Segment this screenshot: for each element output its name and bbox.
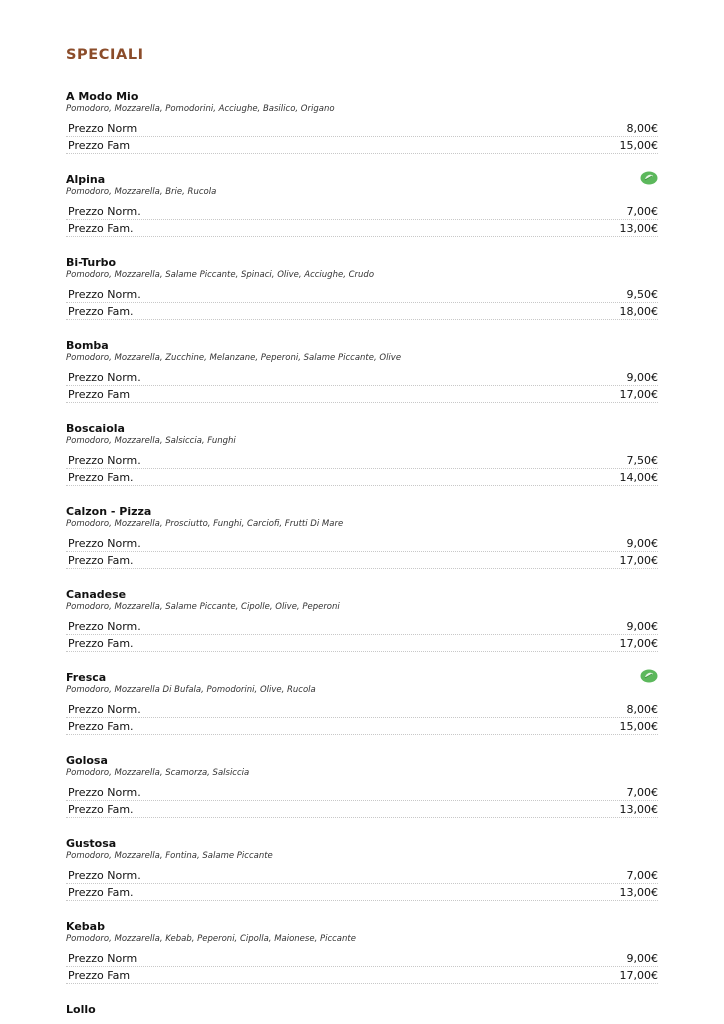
price-value: 7,00€ — [626, 869, 658, 882]
menu-item — [66, 339, 658, 403]
menu-item — [66, 920, 658, 984]
price-row — [66, 967, 658, 984]
price-row — [66, 286, 658, 303]
price-value: 17,00€ — [619, 554, 658, 567]
item-name: Canadese — [66, 588, 127, 601]
item-ingredients: Pomodoro, Mozzarella, Kebab, Peperoni, Cipolla, Maionese, Piccante — [66, 934, 356, 944]
price-label: Prezzo Norm. — [68, 786, 141, 799]
price-row — [66, 867, 658, 884]
item-name: Golosa — [66, 754, 108, 767]
vegetarian-leaf-icon — [640, 171, 658, 185]
price-label: Prezzo Fam. — [68, 305, 134, 318]
price-value: 9,50€ — [626, 288, 658, 301]
price-value: 8,00€ — [626, 703, 658, 716]
price-row — [66, 784, 658, 801]
price-label: Prezzo Norm. — [68, 537, 141, 550]
price-row — [66, 718, 658, 735]
item-name: Lollo — [66, 1003, 96, 1016]
price-label: Prezzo Fam — [68, 139, 131, 152]
item-ingredients: Pomodoro, Mozzarella, Salsiccia, Funghi — [66, 436, 236, 446]
price-row — [66, 469, 658, 486]
item-name: Gustosa — [66, 837, 117, 850]
price-value: 9,00€ — [626, 371, 658, 384]
item-ingredients: Pomodoro, Mozzarella, Pomodorini, Acciughe, Basilico, Origano — [66, 104, 335, 114]
price-value: 7,00€ — [626, 205, 658, 218]
menu-item — [66, 837, 658, 901]
price-value: 15,00€ — [619, 720, 658, 733]
price-value: 17,00€ — [619, 637, 658, 650]
price-row — [66, 552, 658, 569]
menu-list — [66, 90, 658, 1016]
price-row — [66, 452, 658, 469]
price-value: 13,00€ — [619, 803, 658, 816]
price-value: 8,00€ — [626, 122, 658, 135]
item-ingredients: Pomodoro, Mozzarella, Brie, Rucola — [66, 187, 217, 197]
price-label: Prezzo Norm. — [68, 620, 141, 633]
menu-item — [66, 505, 658, 569]
price-value: 7,50€ — [626, 454, 658, 467]
menu-item — [66, 1003, 658, 1016]
item-name: Bomba — [66, 339, 109, 352]
menu-item — [66, 588, 658, 652]
price-row — [66, 635, 658, 652]
price-label: Prezzo Norm. — [68, 869, 141, 882]
item-ingredients: Pomodoro, Mozzarella, Salame Piccante, Cipolle, Olive, Peperoni — [66, 602, 340, 612]
item-name: Fresca — [66, 671, 107, 684]
price-row — [66, 618, 658, 635]
price-label: Prezzo Fam — [68, 969, 131, 982]
price-value: 14,00€ — [619, 471, 658, 484]
menu-item — [66, 422, 658, 486]
price-label: Prezzo Fam. — [68, 554, 134, 567]
menu-item — [66, 173, 658, 237]
item-name: Calzon - Pizza — [66, 505, 152, 518]
price-row — [66, 203, 658, 220]
price-label: Prezzo Fam. — [68, 471, 134, 484]
price-label: Prezzo Norm — [68, 952, 138, 965]
item-ingredients: Pomodoro, Mozzarella, Fontina, Salame Piccante — [66, 851, 273, 861]
price-value: 17,00€ — [619, 388, 658, 401]
price-label: Prezzo Fam. — [68, 637, 134, 650]
price-value: 18,00€ — [619, 305, 658, 318]
price-label: Prezzo Fam. — [68, 803, 134, 816]
item-name: Bi-Turbo — [66, 256, 117, 269]
menu-item — [66, 90, 658, 154]
price-row — [66, 303, 658, 320]
item-ingredients: Pomodoro, Mozzarella, Zucchine, Melanzane, Peperoni, Salame Piccante, Olive — [66, 353, 402, 363]
price-label: Prezzo Norm. — [68, 703, 141, 716]
price-row — [66, 120, 658, 137]
menu-item — [66, 256, 658, 320]
price-label: Prezzo Fam. — [68, 886, 134, 899]
price-row — [66, 535, 658, 552]
item-name: Alpina — [66, 173, 106, 186]
item-ingredients: Pomodoro, Mozzarella, Prosciutto, Funghi, Carciofi, Frutti Di Mare — [66, 519, 344, 529]
price-row — [66, 386, 658, 403]
price-value: 9,00€ — [626, 952, 658, 965]
price-label: Prezzo Fam. — [68, 720, 134, 733]
price-value: 7,00€ — [626, 786, 658, 799]
price-value: 17,00€ — [619, 969, 658, 982]
price-row — [66, 701, 658, 718]
price-value: 13,00€ — [619, 222, 658, 235]
price-label: Prezzo Norm — [68, 122, 138, 135]
section-title: SPECIALI — [66, 47, 144, 63]
price-label: Prezzo Norm. — [68, 454, 141, 467]
price-row — [66, 950, 658, 967]
menu-item — [66, 754, 658, 818]
price-value: 9,00€ — [626, 537, 658, 550]
item-name: Boscaiola — [66, 422, 125, 435]
price-row — [66, 884, 658, 901]
item-ingredients: Pomodoro, Mozzarella Di Bufala, Pomodorini, Olive, Rucola — [66, 685, 316, 695]
price-row — [66, 220, 658, 237]
price-label: Prezzo Norm. — [68, 205, 141, 218]
vegetarian-leaf-icon — [640, 669, 658, 683]
price-row — [66, 369, 658, 386]
item-name: Kebab — [66, 920, 105, 933]
price-value: 13,00€ — [619, 886, 658, 899]
price-value: 9,00€ — [626, 620, 658, 633]
price-label: Prezzo Norm. — [68, 371, 141, 384]
price-value: 15,00€ — [619, 139, 658, 152]
price-label: Prezzo Fam — [68, 388, 131, 401]
price-row — [66, 137, 658, 154]
item-name: A Modo Mio — [66, 90, 139, 103]
item-ingredients: Pomodoro, Mozzarella, Salame Piccante, Spinaci, Olive, Acciughe, Crudo — [66, 270, 375, 280]
price-row — [66, 801, 658, 818]
price-label: Prezzo Norm. — [68, 288, 141, 301]
price-label: Prezzo Fam. — [68, 222, 134, 235]
item-ingredients: Pomodoro, Mozzarella, Scamorza, Salsiccia — [66, 768, 250, 778]
menu-item — [66, 671, 658, 735]
